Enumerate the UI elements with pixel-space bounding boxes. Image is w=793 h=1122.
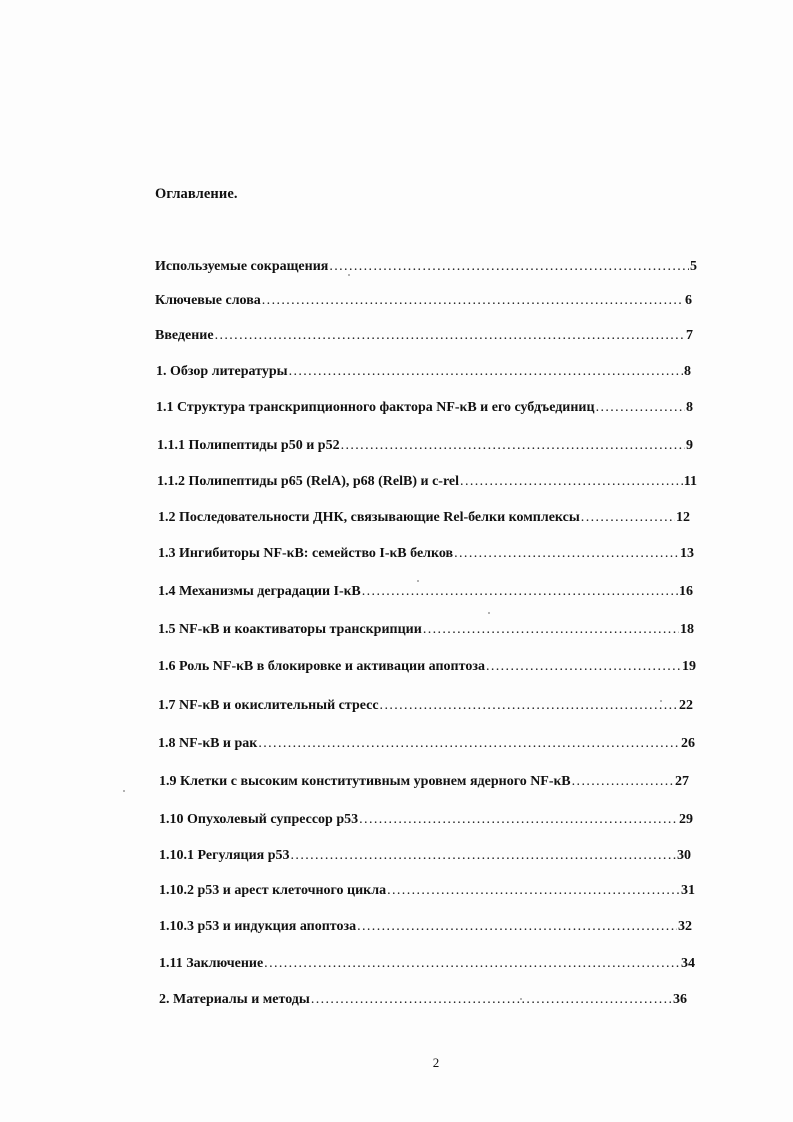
toc-entry-title: 1.8 NF-κB и рак xyxy=(158,736,258,751)
toc-entry-page: 22 xyxy=(679,698,693,713)
toc-entry xyxy=(158,583,693,601)
toc-dot-leader xyxy=(596,399,685,417)
toc-entry-page: 26 xyxy=(681,736,695,751)
toc-entry xyxy=(159,811,693,829)
toc-dot-leader xyxy=(311,991,672,1009)
toc-entry xyxy=(159,991,687,1009)
toc-entry-page: 18 xyxy=(680,622,694,637)
toc-entry-title: 1.10.3 p53 и индукция апоптоза xyxy=(159,919,357,934)
toc-entry-page: 19 xyxy=(682,659,696,674)
toc-dot-leader xyxy=(380,697,678,715)
toc-entry-title: 1.1 Структура транскрипционного фактора NF-κB и его субдъединиц xyxy=(156,400,595,415)
toc-dot-leader xyxy=(264,955,680,973)
toc-entry xyxy=(157,473,697,491)
toc-entry-page: 5 xyxy=(690,259,697,274)
toc-dot-leader xyxy=(581,509,675,527)
toc-entry xyxy=(155,292,692,310)
toc-entry-title: 1.6 Роль NF-κB в блокировке и активации апоптоза xyxy=(158,659,485,674)
toc-entry xyxy=(155,258,697,276)
toc-heading: Оглавление. xyxy=(155,186,238,202)
scan-speck xyxy=(488,612,490,614)
toc-entry-title: 2. Материалы и методы xyxy=(159,992,310,1007)
toc-entry-title: 1.1.2 Полипептиды p65 (RelA), p68 (RelB) и c-rel xyxy=(157,474,460,489)
scan-speck xyxy=(520,998,522,1000)
toc-entry-page: 36 xyxy=(673,992,687,1007)
toc-entry-page: 32 xyxy=(678,919,692,934)
toc-dot-leader xyxy=(454,545,679,563)
toc-entry-title: 1.10.1 Регуляция p53 xyxy=(159,848,290,863)
scan-speck xyxy=(660,700,662,702)
toc-dot-leader xyxy=(262,292,684,310)
toc-entry xyxy=(155,327,693,345)
toc-dot-leader xyxy=(423,621,679,639)
toc-entry xyxy=(158,509,690,527)
toc-dot-leader xyxy=(362,583,678,601)
toc-entry-page: 12 xyxy=(676,510,690,525)
toc-entry-page: 13 xyxy=(680,546,694,561)
toc-entry xyxy=(158,697,693,715)
toc-entry xyxy=(158,621,694,639)
toc-entry xyxy=(159,918,692,936)
toc-entry-title: 1.5 NF-κB и коактиваторы транскрипции xyxy=(158,622,422,637)
toc-entry-page: 31 xyxy=(681,883,695,898)
toc-entry-page: 11 xyxy=(683,474,697,489)
toc-dot-leader xyxy=(341,437,685,455)
toc-entry xyxy=(156,363,691,381)
toc-entry-title: 1.1.1 Полипептиды p50 и p52 xyxy=(157,438,340,453)
toc-entry-page: 16 xyxy=(679,584,693,599)
toc-entry-title: 1.11 Заключение xyxy=(159,956,264,971)
toc-dot-leader xyxy=(357,918,677,936)
toc-dot-leader xyxy=(486,658,681,676)
page-number: 2 xyxy=(432,1055,440,1070)
toc-entry-page: 34 xyxy=(681,956,695,971)
toc-dot-leader xyxy=(572,773,674,791)
toc-entry-title: 1.10.2 p53 и арест клеточного цикла xyxy=(159,883,387,898)
toc-entry xyxy=(158,658,696,676)
toc-entry xyxy=(158,545,694,563)
scan-speck xyxy=(417,580,419,582)
toc-entry xyxy=(159,773,689,791)
toc-dot-leader xyxy=(387,882,680,900)
toc-entry-title: 1.4 Механизмы деградации I-κB xyxy=(158,584,361,599)
toc-entry-page: 8 xyxy=(684,364,691,379)
toc-entry-page: 6 xyxy=(685,293,692,308)
toc-entry-title: Введение xyxy=(155,328,214,343)
toc-entry-title: 1.10 Опухолевый супрессор p53 xyxy=(159,812,359,827)
toc-entry-page: 29 xyxy=(679,812,693,827)
toc-entry-page: 8 xyxy=(686,400,693,415)
scan-speck xyxy=(348,274,350,276)
toc-dot-leader xyxy=(460,473,683,491)
toc-entry-title: Используемые сокращения xyxy=(155,259,329,274)
toc-entry-title: 1.2 Последовательности ДНК, связывающие Rel-белки комплексы xyxy=(158,510,580,525)
toc-entry-title: 1.7 NF-κB и окислительный стресс xyxy=(158,698,379,713)
toc-entry-title: 1.9 Клетки с высоким конститутивным уровнем ядерного NF-κB xyxy=(159,774,571,789)
toc-dot-leader xyxy=(291,847,676,865)
toc-entry xyxy=(159,847,691,865)
toc-entry-page: 27 xyxy=(675,774,689,789)
toc-entry xyxy=(157,437,693,455)
toc-entry-title: Ключевые слова xyxy=(155,293,261,308)
toc-dot-leader xyxy=(215,327,685,345)
scan-speck xyxy=(123,790,125,792)
toc-entry-title: 1.3 Ингибиторы NF-κB: семейство I-κB белков xyxy=(158,546,454,561)
toc-entry-page: 9 xyxy=(686,438,693,453)
toc-entry-title: 1. Обзор литературы xyxy=(156,364,288,379)
toc-entry xyxy=(158,735,695,753)
toc-entry xyxy=(156,399,693,417)
toc-dot-leader xyxy=(258,735,680,753)
toc-dot-leader xyxy=(329,258,689,276)
toc-entry-page: 7 xyxy=(686,328,693,343)
toc-entry-page: 30 xyxy=(677,848,691,863)
toc-dot-leader xyxy=(289,363,683,381)
toc-entry xyxy=(159,955,695,973)
toc-dot-leader xyxy=(359,811,678,829)
toc-entry xyxy=(159,882,695,900)
